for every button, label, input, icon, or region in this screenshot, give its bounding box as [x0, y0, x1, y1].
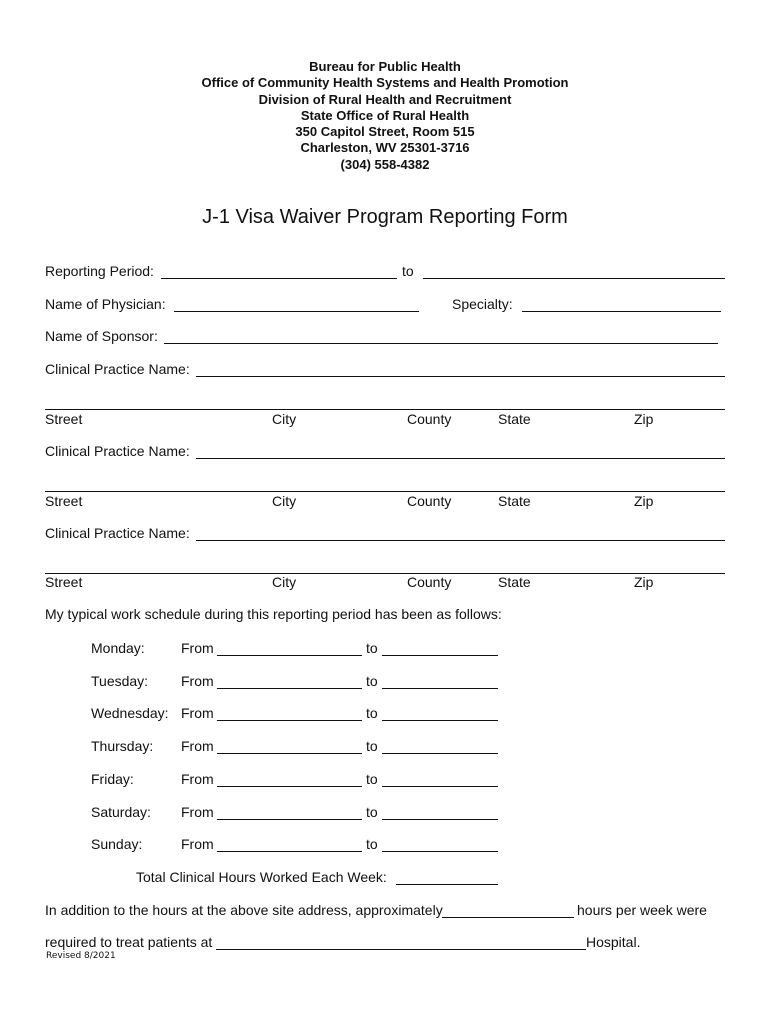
header-line-bureau: Bureau for Public Health [309, 59, 461, 74]
wednesday-from-field[interactable] [217, 705, 362, 721]
from-label: From [181, 771, 214, 787]
physician-label: Name of Physician: [45, 296, 166, 312]
county-label: County [407, 493, 452, 509]
form-title: J-1 Visa Waiver Program Reporting Form [202, 206, 568, 228]
additional-hours-suffix: hours per week were [577, 902, 707, 918]
to-label: to [366, 705, 378, 721]
header-line-city: Charleston, WV 25301-3716 [300, 140, 470, 156]
street-label: Street [45, 411, 83, 427]
saturday-to-field[interactable] [382, 804, 498, 820]
wednesday-to-field[interactable] [382, 705, 498, 721]
to-label: to [366, 804, 378, 820]
thursday-from-field[interactable] [217, 738, 362, 754]
day-label-friday: Friday: [91, 771, 134, 787]
day-label-monday: Monday: [91, 640, 145, 656]
practice-1-name-field[interactable] [196, 361, 725, 377]
practice-3-address-field[interactable] [45, 558, 725, 574]
monday-to-field[interactable] [382, 640, 498, 656]
agency-header [0, 59, 770, 173]
tuesday-to-field[interactable] [382, 673, 498, 689]
additional-hours-field[interactable] [442, 902, 574, 918]
city-label: City [272, 411, 297, 427]
to-label: to [366, 836, 378, 852]
total-hours-field[interactable] [396, 869, 498, 885]
header-line-office: Office of Community Health Systems and Health Promotion [201, 75, 569, 91]
thursday-to-field[interactable] [382, 738, 498, 754]
zip-label: Zip [634, 411, 654, 427]
from-label: From [181, 804, 214, 820]
friday-to-field[interactable] [382, 771, 498, 787]
day-label-thursday: Thursday: [91, 738, 154, 754]
to-label: to [366, 673, 378, 689]
from-label: From [181, 673, 214, 689]
reporting-period-start-field[interactable] [161, 263, 397, 279]
hospital-suffix: Hospital. [586, 934, 641, 950]
practice-3-name-field[interactable] [196, 525, 725, 541]
from-label: From [181, 738, 214, 754]
sunday-to-field[interactable] [382, 836, 498, 852]
friday-from-field[interactable] [217, 771, 362, 787]
practice-2-address-field[interactable] [45, 476, 725, 492]
reporting-period-to-label: to [402, 263, 414, 279]
header-line-street: 350 Capitol Street, Room 515 [295, 124, 475, 140]
revision-note: Revised 8/2021 [46, 951, 116, 961]
state-label: State [498, 574, 531, 590]
city-label: City [272, 574, 297, 590]
practice-3-label: Clinical Practice Name: [45, 525, 190, 541]
hospital-name-field[interactable] [216, 934, 586, 950]
from-label: From [181, 836, 214, 852]
practice-1-address-field[interactable] [45, 394, 725, 410]
reporting-period-label: Reporting Period: [45, 263, 154, 279]
practice-2-name-field[interactable] [196, 443, 725, 459]
tuesday-from-field[interactable] [217, 673, 362, 689]
practice-1-label: Clinical Practice Name: [45, 361, 190, 377]
header-line-state-office: State Office of Rural Health [300, 107, 470, 123]
to-label: to [366, 738, 378, 754]
city-label: City [272, 493, 297, 509]
day-label-tuesday: Tuesday: [91, 673, 149, 689]
specialty-field[interactable] [522, 296, 721, 312]
day-label-sunday: Sunday: [91, 836, 143, 852]
street-label: Street [45, 493, 83, 509]
sunday-from-field[interactable] [217, 836, 362, 852]
physician-name-field[interactable] [174, 296, 419, 312]
day-label-saturday: Saturday: [91, 804, 151, 820]
total-hours-label: Total Clinical Hours Worked Each Week: [136, 869, 387, 885]
zip-label: Zip [634, 493, 654, 509]
to-label: to [366, 640, 378, 656]
street-label: Street [45, 574, 83, 590]
county-label: County [407, 411, 452, 427]
schedule-intro: My typical work schedule during this reporting period has been as follows: [45, 606, 502, 622]
state-label: State [498, 411, 531, 427]
hospital-prefix: required to treat patients at [45, 934, 213, 950]
practice-2-label: Clinical Practice Name: [45, 443, 190, 459]
from-label: From [181, 705, 214, 721]
specialty-label: Specialty: [452, 296, 513, 312]
day-label-wednesday: Wednesday: [91, 705, 169, 721]
reporting-period-end-field[interactable] [423, 263, 725, 279]
additional-hours-prefix: In addition to the hours at the above site address, approximately [45, 902, 443, 918]
sponsor-field[interactable] [164, 328, 718, 344]
to-label: to [366, 771, 378, 787]
zip-label: Zip [634, 574, 654, 590]
header-line-phone: (304) 558-4382 [340, 156, 430, 172]
header-line-division: Division of Rural Health and Recruitment [258, 91, 512, 107]
from-label: From [181, 640, 214, 656]
county-label: County [407, 574, 452, 590]
sponsor-label: Name of Sponsor: [45, 328, 158, 344]
monday-from-field[interactable] [217, 640, 362, 656]
saturday-from-field[interactable] [217, 804, 362, 820]
state-label: State [498, 493, 531, 509]
